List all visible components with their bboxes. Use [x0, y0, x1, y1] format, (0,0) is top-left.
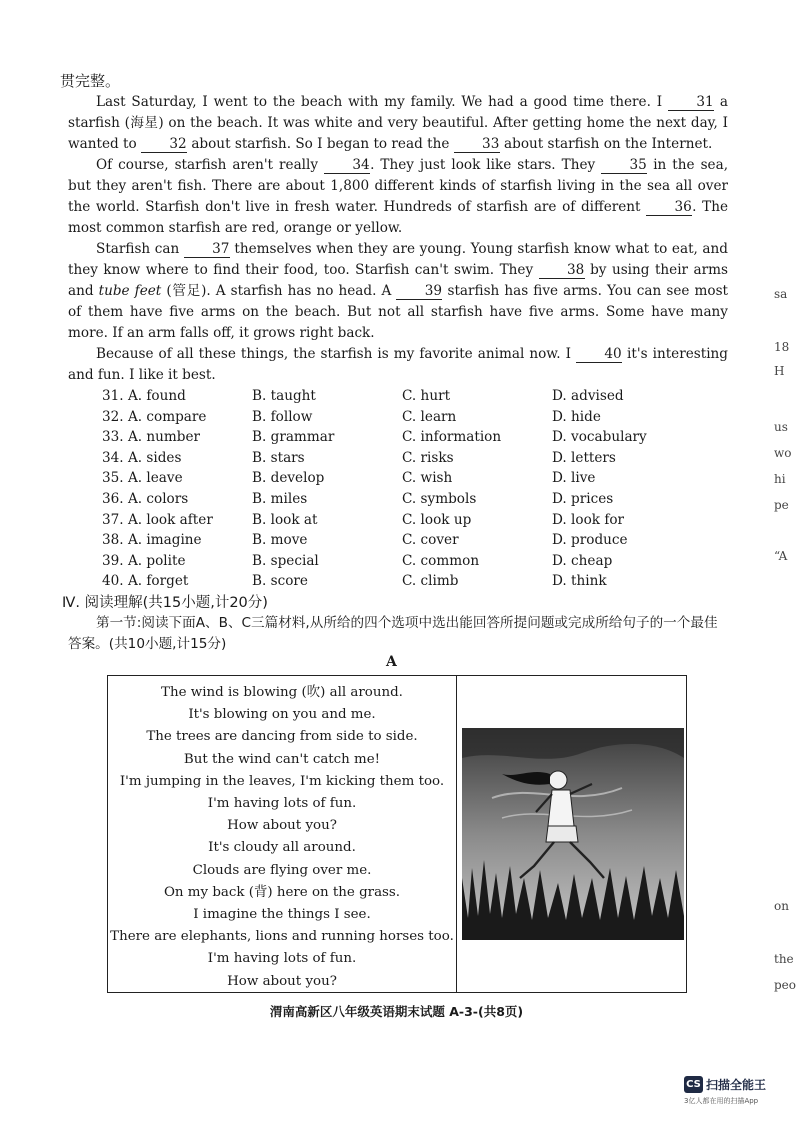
scanner-watermark — [684, 1076, 794, 1106]
option-choice: D. look for — [552, 511, 625, 528]
option-row — [102, 553, 742, 574]
passage-text: (管足). A starfish has no head. A — [161, 283, 397, 299]
poem-line: It's blowing on you and me. — [188, 707, 376, 723]
option-choice: 31. A. found — [102, 388, 186, 404]
passage-text: . They just look like stars. They — [370, 157, 602, 173]
edge-fragment: H — [774, 364, 785, 378]
option-choice: C. information — [402, 429, 502, 446]
poem-line: I'm having lots of fun. — [207, 796, 357, 812]
passage-text: about starfish on the Internet. — [499, 136, 713, 152]
option-choice: B. develop — [252, 470, 325, 487]
edge-fragment: “A — [774, 549, 788, 563]
poem-text — [108, 682, 456, 993]
option-row — [102, 429, 742, 450]
option-row — [102, 512, 742, 533]
passage-text: in the sea, but they aren't fish. There are about 1,800 different kinds of starfish living in the sea all over the world. Starfish don't live in fresh water. Hundreds of starfish are of different — [68, 157, 729, 215]
option-choice: B. move — [252, 532, 308, 549]
camscanner-logo-icon: CS — [684, 1076, 703, 1093]
poem-line: The trees are dancing from side to side. — [146, 729, 418, 745]
option-row — [102, 388, 742, 409]
option-choice: C. symbols — [402, 490, 477, 507]
poem-box — [107, 675, 687, 993]
passage-text: by using their arms and — [68, 262, 729, 299]
passage-text: Because of all these things, the starfish is my favorite animal now. I — [96, 346, 577, 362]
option-choice: 39. A. polite — [102, 552, 186, 569]
page-footer: 渭南高新区八年级英语期末试题 A-3-(共8页) — [269, 1004, 524, 1019]
poem-line: I imagine the things I see. — [193, 907, 371, 923]
option-choice: C. common — [402, 552, 480, 569]
passage-text: . The most common starfish are red, orange or yellow. — [68, 199, 728, 236]
option-choice: 40. A. forget — [102, 573, 189, 590]
option-row — [102, 491, 742, 512]
section-title: Ⅳ. 阅读理解(共15小题,计20分) — [62, 595, 268, 611]
cloze-blank: 32 — [141, 137, 187, 153]
passage-paragraph — [68, 155, 728, 239]
answer-options — [102, 388, 742, 594]
cloze-blank: 38 — [539, 263, 585, 279]
option-choice: C. hurt — [402, 388, 451, 404]
watermark-name: 扫描全能王 — [706, 1078, 767, 1092]
option-choice: 36. A. colors — [102, 490, 189, 507]
poem-line: It's cloudy all around. — [208, 840, 356, 856]
italic-term: tube feet — [98, 283, 162, 299]
option-choice: D. think — [552, 573, 607, 590]
option-choice: B. follow — [252, 408, 313, 425]
option-choice: D. hide — [552, 408, 601, 425]
running-girl-illustration — [462, 728, 684, 940]
option-choice: 33. A. number — [102, 429, 201, 446]
poem-line: But the wind can't catch me! — [183, 751, 381, 767]
option-choice: B. miles — [252, 490, 308, 507]
option-choice: D. letters — [552, 449, 616, 466]
option-choice: C. wish — [402, 470, 453, 487]
option-choice: D. vocabulary — [552, 429, 647, 446]
option-row — [102, 409, 742, 430]
option-choice: D. advised — [552, 388, 624, 404]
passage-text: a starfish (海星) on the beach. It was white and very beautiful. After getting home the next day, I wanted to — [68, 94, 728, 152]
section-instructions: 第一节:阅读下面A、B、C三篇材料,从所给的四个选项中选出能回答所提问题或完成所给句子的一个最佳答案。(共10小题,计15分) — [68, 615, 718, 652]
poem-line: The wind is blowing (吹) all around. — [161, 685, 403, 700]
option-choice: D. prices — [552, 490, 614, 507]
option-choice: C. learn — [402, 408, 457, 425]
edge-fragment: sa — [774, 287, 788, 301]
cloze-blank: 40 — [576, 347, 622, 363]
option-row — [102, 470, 742, 491]
intro-text: 贯完整。 — [60, 72, 121, 90]
option-choice: B. grammar — [252, 429, 335, 446]
option-choice: 32. A. compare — [102, 408, 207, 425]
option-choice: B. special — [252, 552, 319, 569]
cloze-passage — [68, 92, 728, 386]
option-choice: C. cover — [402, 532, 459, 549]
cloze-blank: 36 — [646, 200, 692, 216]
edge-fragment: hi — [774, 472, 786, 486]
passage-paragraph — [68, 344, 728, 386]
option-choice: D. cheap — [552, 552, 613, 569]
option-choice: B. look at — [252, 511, 318, 528]
option-row — [102, 532, 742, 553]
cloze-blank: 34 — [324, 158, 370, 174]
cloze-blank: 31 — [668, 95, 714, 111]
passage-paragraph — [68, 239, 728, 344]
passage-text: Of course, starfish aren't really — [96, 157, 325, 173]
poem-line: I'm having lots of fun. — [207, 951, 357, 967]
edge-fragment: 18 — [774, 340, 790, 354]
passage-text: Starfish can — [96, 241, 184, 257]
passage-text: about starfish. So I began to read the — [187, 136, 454, 152]
poem-line: How about you? — [227, 973, 337, 989]
cloze-blank: 39 — [396, 284, 442, 300]
option-choice: D. produce — [552, 532, 628, 549]
option-choice: B. stars — [252, 449, 305, 466]
poem-line: Clouds are flying over me. — [192, 862, 372, 878]
poem-line: There are elephants, lions and running horses too. — [110, 929, 454, 945]
passage-text: Last Saturday, I went to the beach with my family. We had a good time there. I — [96, 94, 669, 110]
passage-text: themselves when they are young. Young starfish know what to eat, and they know where to find their food, too. Starfish can't swim. They — [68, 241, 728, 278]
option-choice: C. risks — [402, 449, 454, 466]
cloze-blank: 35 — [601, 158, 647, 174]
box-divider — [456, 676, 457, 992]
edge-fragment: the — [774, 952, 794, 966]
edge-fragment: us — [774, 420, 788, 434]
edge-fragment: on — [774, 899, 789, 913]
part-label: A — [386, 654, 397, 670]
edge-fragment: wo — [774, 446, 792, 460]
cloze-blank: 33 — [454, 137, 500, 153]
option-choice: B. taught — [252, 388, 316, 404]
option-row — [102, 450, 742, 471]
option-choice: 38. A. imagine — [102, 532, 202, 549]
cloze-blank: 37 — [184, 242, 230, 258]
poem-line: I'm jumping in the leaves, I'm kicking them too. — [119, 773, 445, 789]
option-choice: C. look up — [402, 511, 472, 528]
edge-fragment: pe — [774, 498, 789, 512]
passage-text: it's interesting and fun. I like it best. — [68, 346, 729, 383]
poem-line: On my back (背) here on the grass. — [163, 884, 401, 900]
option-choice: C. climb — [402, 573, 459, 590]
passage-text: starfish has five arms. You can see most of them have five arms on the beach. But not all starfish have five arms. Some have many more. If an arm falls off, it grows right back. — [68, 283, 729, 341]
option-choice: D. live — [552, 470, 596, 487]
option-choice: 35. A. leave — [102, 470, 183, 487]
option-choice: B. score — [252, 573, 308, 590]
option-choice: 34. A. sides — [102, 449, 182, 466]
watermark-subtitle: 3亿人都在用的扫描App — [684, 1097, 759, 1105]
poem-line: How about you? — [227, 818, 337, 834]
edge-fragment: peo — [774, 978, 796, 992]
option-choice: 37. A. look after — [102, 511, 213, 528]
passage-paragraph — [68, 92, 728, 155]
